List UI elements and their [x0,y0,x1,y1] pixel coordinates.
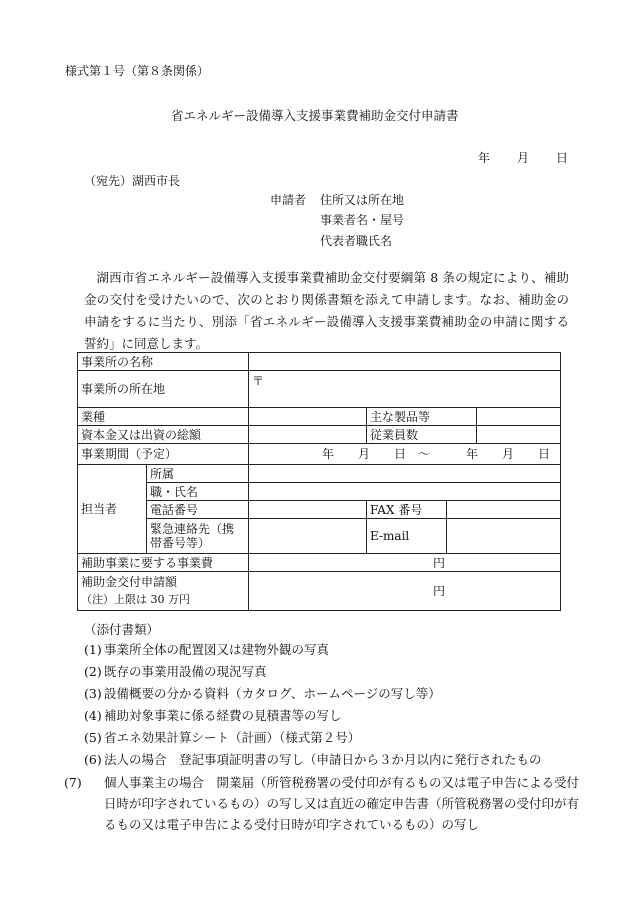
employees-label: 従業員数 [367,426,477,444]
employees-field[interactable] [477,426,561,444]
row-office-location [78,371,561,408]
row-phone [78,501,561,519]
project-cost-label: 補助事業に要する事業費 [78,554,249,572]
attachment-number: (5) [84,730,102,745]
person-in-charge-label: 担当者 [78,465,147,554]
grant-amount-label [78,572,249,611]
attachment-item [84,706,569,726]
grant-amount-title: 補助金交付申請額 [81,575,178,589]
form-number: 様式第１号（第８条関係） [65,64,210,78]
row-project-cost [78,554,561,572]
emergency-contact-field[interactable] [249,519,367,554]
capital-label: 資本金又は出資の総額 [78,426,249,444]
row-office-name [78,353,561,371]
industry-label: 業種 [78,408,249,426]
attachment-item [84,662,569,682]
office-location-field[interactable] [249,371,561,408]
attachment-text: 設備概要の分かる資料（カタログ、ホームページの写し等） [104,686,441,701]
applicant-label: 申請者 [270,193,307,207]
attachment-number: (2) [84,664,102,679]
addressee: （宛先）湖西市長 [84,174,181,188]
fax-field[interactable] [447,501,561,519]
attachment-item [64,772,589,835]
industry-field[interactable] [249,408,367,426]
department-label: 所属 [147,465,249,483]
attachment-number: (1) [84,642,102,657]
row-industry [78,408,561,426]
document-title: 省エネルギー設備導入支援事業費補助金交付申請書 [171,108,459,123]
attachment-text: 個人事業主の場合 開業届（所管税務署の受付印が有るもの又は電子申告による受付日時が印字されているもの）の写し又は直近の確定申告書（所管税務署の受付印が有るもの又は電子申告による受付日時が印字されているもの）の写し [104,775,580,832]
emergency-contact-label: 緊急連絡先（携帯番号等） [147,519,249,554]
capital-field[interactable] [249,426,367,444]
grant-limit-note: （注）上限は 30 万円 [81,593,190,606]
attachment-item [84,728,569,748]
application-form-table [77,352,561,611]
attachment-number: (6) [84,752,102,767]
business-name-label: 事業者名・屋号 [320,213,405,227]
office-location-label: 事業所の所在地 [78,371,249,408]
attachment-number: (3) [84,686,102,701]
attachment-number: (4) [84,708,102,723]
attachment-text: 補助対象事業に係る経費の見積書等の写し [104,708,342,723]
row-grant-amount [78,572,561,611]
attachment-text: 省エネ効果計算シート（計画）（様式第２号） [104,730,361,745]
position-name-label: 職・氏名 [147,483,249,501]
main-products-label: 主な製品等 [367,408,477,426]
attachment-item [84,684,569,704]
position-name-field[interactable] [249,483,561,501]
main-products-field[interactable] [477,408,561,426]
attachment-text: 法人の場合 登記事項証明書の写し（申請日から３か月以内に発行されたもの [104,752,542,767]
postal-mark: 〒 [252,374,265,388]
date-day: 日 [556,151,569,165]
row-position-name [78,483,561,501]
email-label: E-mail [367,519,447,554]
attachment-item [84,750,569,770]
email-field[interactable] [447,519,561,554]
row-capital [78,426,561,444]
application-statement: 湖西市省エネルギー設備導入支援事業費補助金交付要綱第 8 条の規定により、補助金の交付を受けたいので、次のとおり関係書類を添えて申請します。なお、補助金の申請をするに当たり、別添「省エネルギー設備導入支援事業費補助金の申請に関する誓約」に同意します。 [84,270,569,351]
attachment-text: 既存の事業用設備の現況写真 [104,664,267,679]
row-emergency [78,519,561,554]
office-name-field[interactable] [249,353,561,371]
department-field[interactable] [249,465,561,483]
row-business-period [78,444,561,465]
fax-label: FAX 番号 [367,501,447,519]
attachment-number: (7) [64,775,82,790]
attachment-text: 事業所全体の配置図又は建物外観の写真 [104,642,330,657]
date-year: 年 [478,151,491,165]
business-period-field[interactable]: 年 月 日 ～ 年 月 日 [249,444,561,465]
phone-label: 電話番号 [147,501,249,519]
grant-amount-field[interactable]: 円 [249,572,561,611]
row-department [78,465,561,483]
address-label: 住所又は所在地 [320,193,405,207]
attachment-item [84,640,569,660]
attachments-heading: （添付書類） [84,622,160,637]
office-name-label: 事業所の名称 [78,353,249,371]
date-month: 月 [517,151,530,165]
business-period-label: 事業期間（予定） [78,444,249,465]
project-cost-field[interactable]: 円 [249,554,561,572]
representative-label: 代表者職氏名 [320,234,393,248]
phone-field[interactable] [249,501,367,519]
